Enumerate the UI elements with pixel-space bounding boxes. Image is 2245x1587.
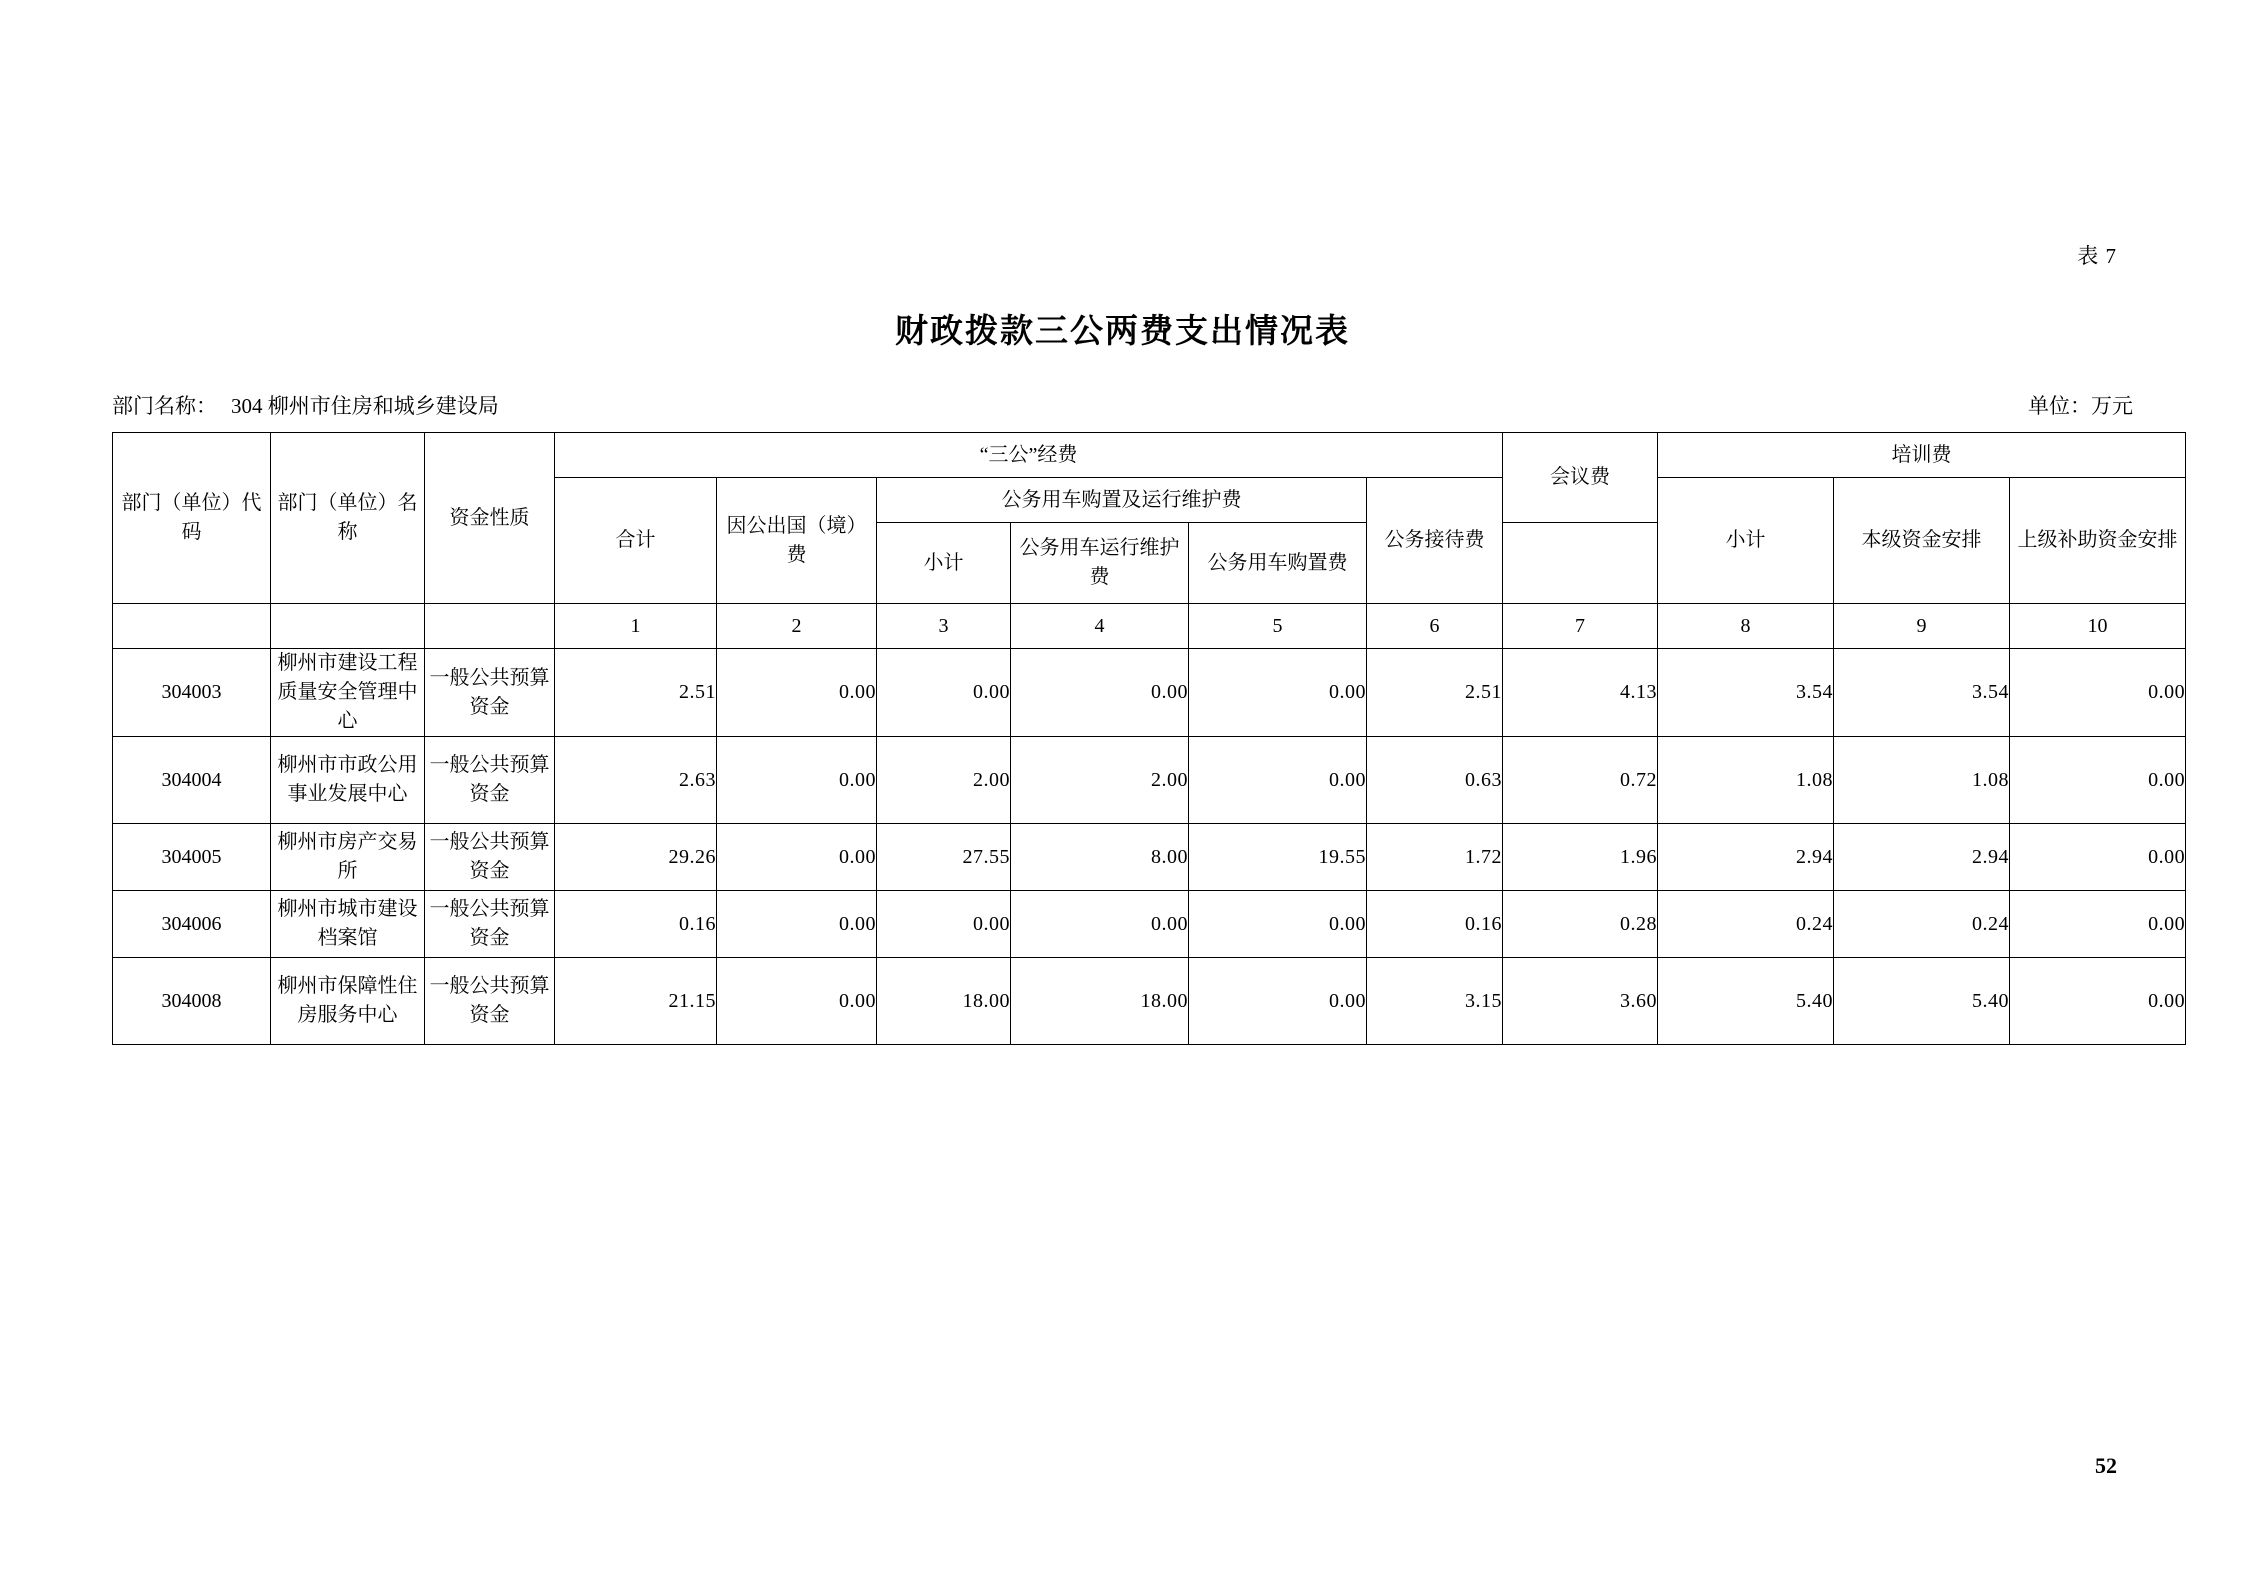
cell-training-sub: 0.24 [1658,891,1834,958]
cell-dept-name: 柳州市城市建设档案馆 [271,891,425,958]
cell-vehicle-sub: 0.00 [877,891,1011,958]
index-6: 6 [1367,604,1503,649]
cell-total: 21.15 [555,958,717,1045]
header-row-group [113,433,2186,478]
cell-vehicle-sub: 0.00 [877,649,1011,737]
cell-vehicle-purchase: 19.55 [1189,824,1367,891]
cell-meeting: 0.72 [1503,737,1658,824]
meta-row [112,390,2133,420]
table-row [113,737,2186,824]
index-4: 4 [1011,604,1189,649]
cell-fund-type: 一般公共预算资金 [425,737,555,824]
cell-training-upper: 0.00 [2010,958,2186,1045]
group-header-vehicle: 公务用车购置及运行维护费 [877,478,1367,523]
cell-vehicle-purchase: 0.00 [1189,958,1367,1045]
cell-fund-type: 一般公共预算资金 [425,958,555,1045]
col-header-vehicle-purchase: 公务用车购置费 [1189,523,1367,604]
index-2: 2 [717,604,877,649]
cell-vehicle-maint: 2.00 [1011,737,1189,824]
cell-vehicle-sub: 27.55 [877,824,1011,891]
cell-meeting: 4.13 [1503,649,1658,737]
col-header-fund-type: 资金性质 [425,433,555,604]
table-row [113,824,2186,891]
cell-training-local: 3.54 [1834,649,2010,737]
department-info [112,390,499,420]
cell-fund-type: 一般公共预算资金 [425,891,555,958]
cell-training-upper: 0.00 [2010,824,2186,891]
cell-dept-code: 304008 [113,958,271,1045]
col-header-abroad: 因公出国（境）费 [717,478,877,604]
cell-reception: 0.16 [1367,891,1503,958]
col-header-meeting: 会议费 [1503,433,1658,523]
cell-vehicle-sub: 2.00 [877,737,1011,824]
cell-vehicle-maint: 0.00 [1011,891,1189,958]
cell-dept-code: 304005 [113,824,271,891]
col-header-reception: 公务接待费 [1367,478,1503,604]
col-header-dept-name: 部门（单位）名称 [271,433,425,604]
page-number: 52 [2095,1453,2117,1478]
cell-total: 0.16 [555,891,717,958]
group-header-peixun: 培训费 [1658,433,2186,478]
table-row [113,958,2186,1045]
col-header-training-upper: 上级补助资金安排 [2010,478,2186,604]
index-7: 7 [1503,604,1658,649]
index-8: 8 [1658,604,1834,649]
financial-table [112,432,2186,1045]
cell-abroad: 0.00 [717,891,877,958]
cell-training-local: 1.08 [1834,737,2010,824]
col-header-vehicle-sub: 小计 [877,523,1011,604]
column-index-row [113,604,2186,649]
table-row [113,891,2186,958]
cell-training-upper: 0.00 [2010,649,2186,737]
index-blank-1 [113,604,271,649]
table-row [113,649,2186,737]
cell-training-sub: 5.40 [1658,958,1834,1045]
cell-reception: 3.15 [1367,958,1503,1045]
cell-training-upper: 0.00 [2010,737,2186,824]
cell-training-sub: 3.54 [1658,649,1834,737]
index-10: 10 [2010,604,2186,649]
department-name: 304 柳州市住房和城乡建设局 [231,394,499,418]
cell-meeting: 0.28 [1503,891,1658,958]
cell-training-sub: 1.08 [1658,737,1834,824]
cell-dept-code: 304003 [113,649,271,737]
col-header-dept-code: 部门（单位）代码 [113,433,271,604]
cell-vehicle-sub: 18.00 [877,958,1011,1045]
index-blank-3 [425,604,555,649]
cell-training-local: 2.94 [1834,824,2010,891]
group-header-sangong: “三公”经费 [555,433,1503,478]
cell-training-local: 5.40 [1834,958,2010,1045]
cell-training-sub: 2.94 [1658,824,1834,891]
cell-abroad: 0.00 [717,958,877,1045]
col-header-training-local: 本级资金安排 [1834,478,2010,604]
cell-reception: 0.63 [1367,737,1503,824]
cell-abroad: 0.00 [717,824,877,891]
department-label: 部门名称： [112,394,217,418]
cell-dept-code: 304004 [113,737,271,824]
cell-abroad: 0.00 [717,649,877,737]
unit-label: 单位：万元 [2028,394,2133,418]
index-blank-2 [271,604,425,649]
cell-meeting: 3.60 [1503,958,1658,1045]
cell-reception: 1.72 [1367,824,1503,891]
cell-vehicle-maint: 0.00 [1011,649,1189,737]
cell-training-local: 0.24 [1834,891,2010,958]
cell-dept-name: 柳州市建设工程质量安全管理中心 [271,649,425,737]
index-3: 3 [877,604,1011,649]
table-label: 表 7 [2077,244,2117,268]
cell-vehicle-purchase: 0.00 [1189,649,1367,737]
col-header-training-sub: 小计 [1658,478,1834,604]
cell-vehicle-purchase: 0.00 [1189,737,1367,824]
cell-vehicle-maint: 18.00 [1011,958,1189,1045]
cell-dept-name: 柳州市房产交易所 [271,824,425,891]
cell-abroad: 0.00 [717,737,877,824]
cell-dept-name: 柳州市市政公用事业发展中心 [271,737,425,824]
index-9: 9 [1834,604,2010,649]
cell-total: 2.51 [555,649,717,737]
cell-vehicle-purchase: 0.00 [1189,891,1367,958]
cell-fund-type: 一般公共预算资金 [425,824,555,891]
page-title: 财政拨款三公两费支出情况表 [895,314,1350,350]
index-5: 5 [1189,604,1367,649]
cell-meeting: 1.96 [1503,824,1658,891]
cell-dept-name: 柳州市保障性住房服务中心 [271,958,425,1045]
col-header-vehicle-maint: 公务用车运行维护费 [1011,523,1189,604]
cell-dept-code: 304006 [113,891,271,958]
cell-fund-type: 一般公共预算资金 [425,649,555,737]
cell-reception: 2.51 [1367,649,1503,737]
cell-total: 29.26 [555,824,717,891]
cell-training-upper: 0.00 [2010,891,2186,958]
cell-total: 2.63 [555,737,717,824]
cell-vehicle-maint: 8.00 [1011,824,1189,891]
col-header-total: 合计 [555,478,717,604]
index-1: 1 [555,604,717,649]
